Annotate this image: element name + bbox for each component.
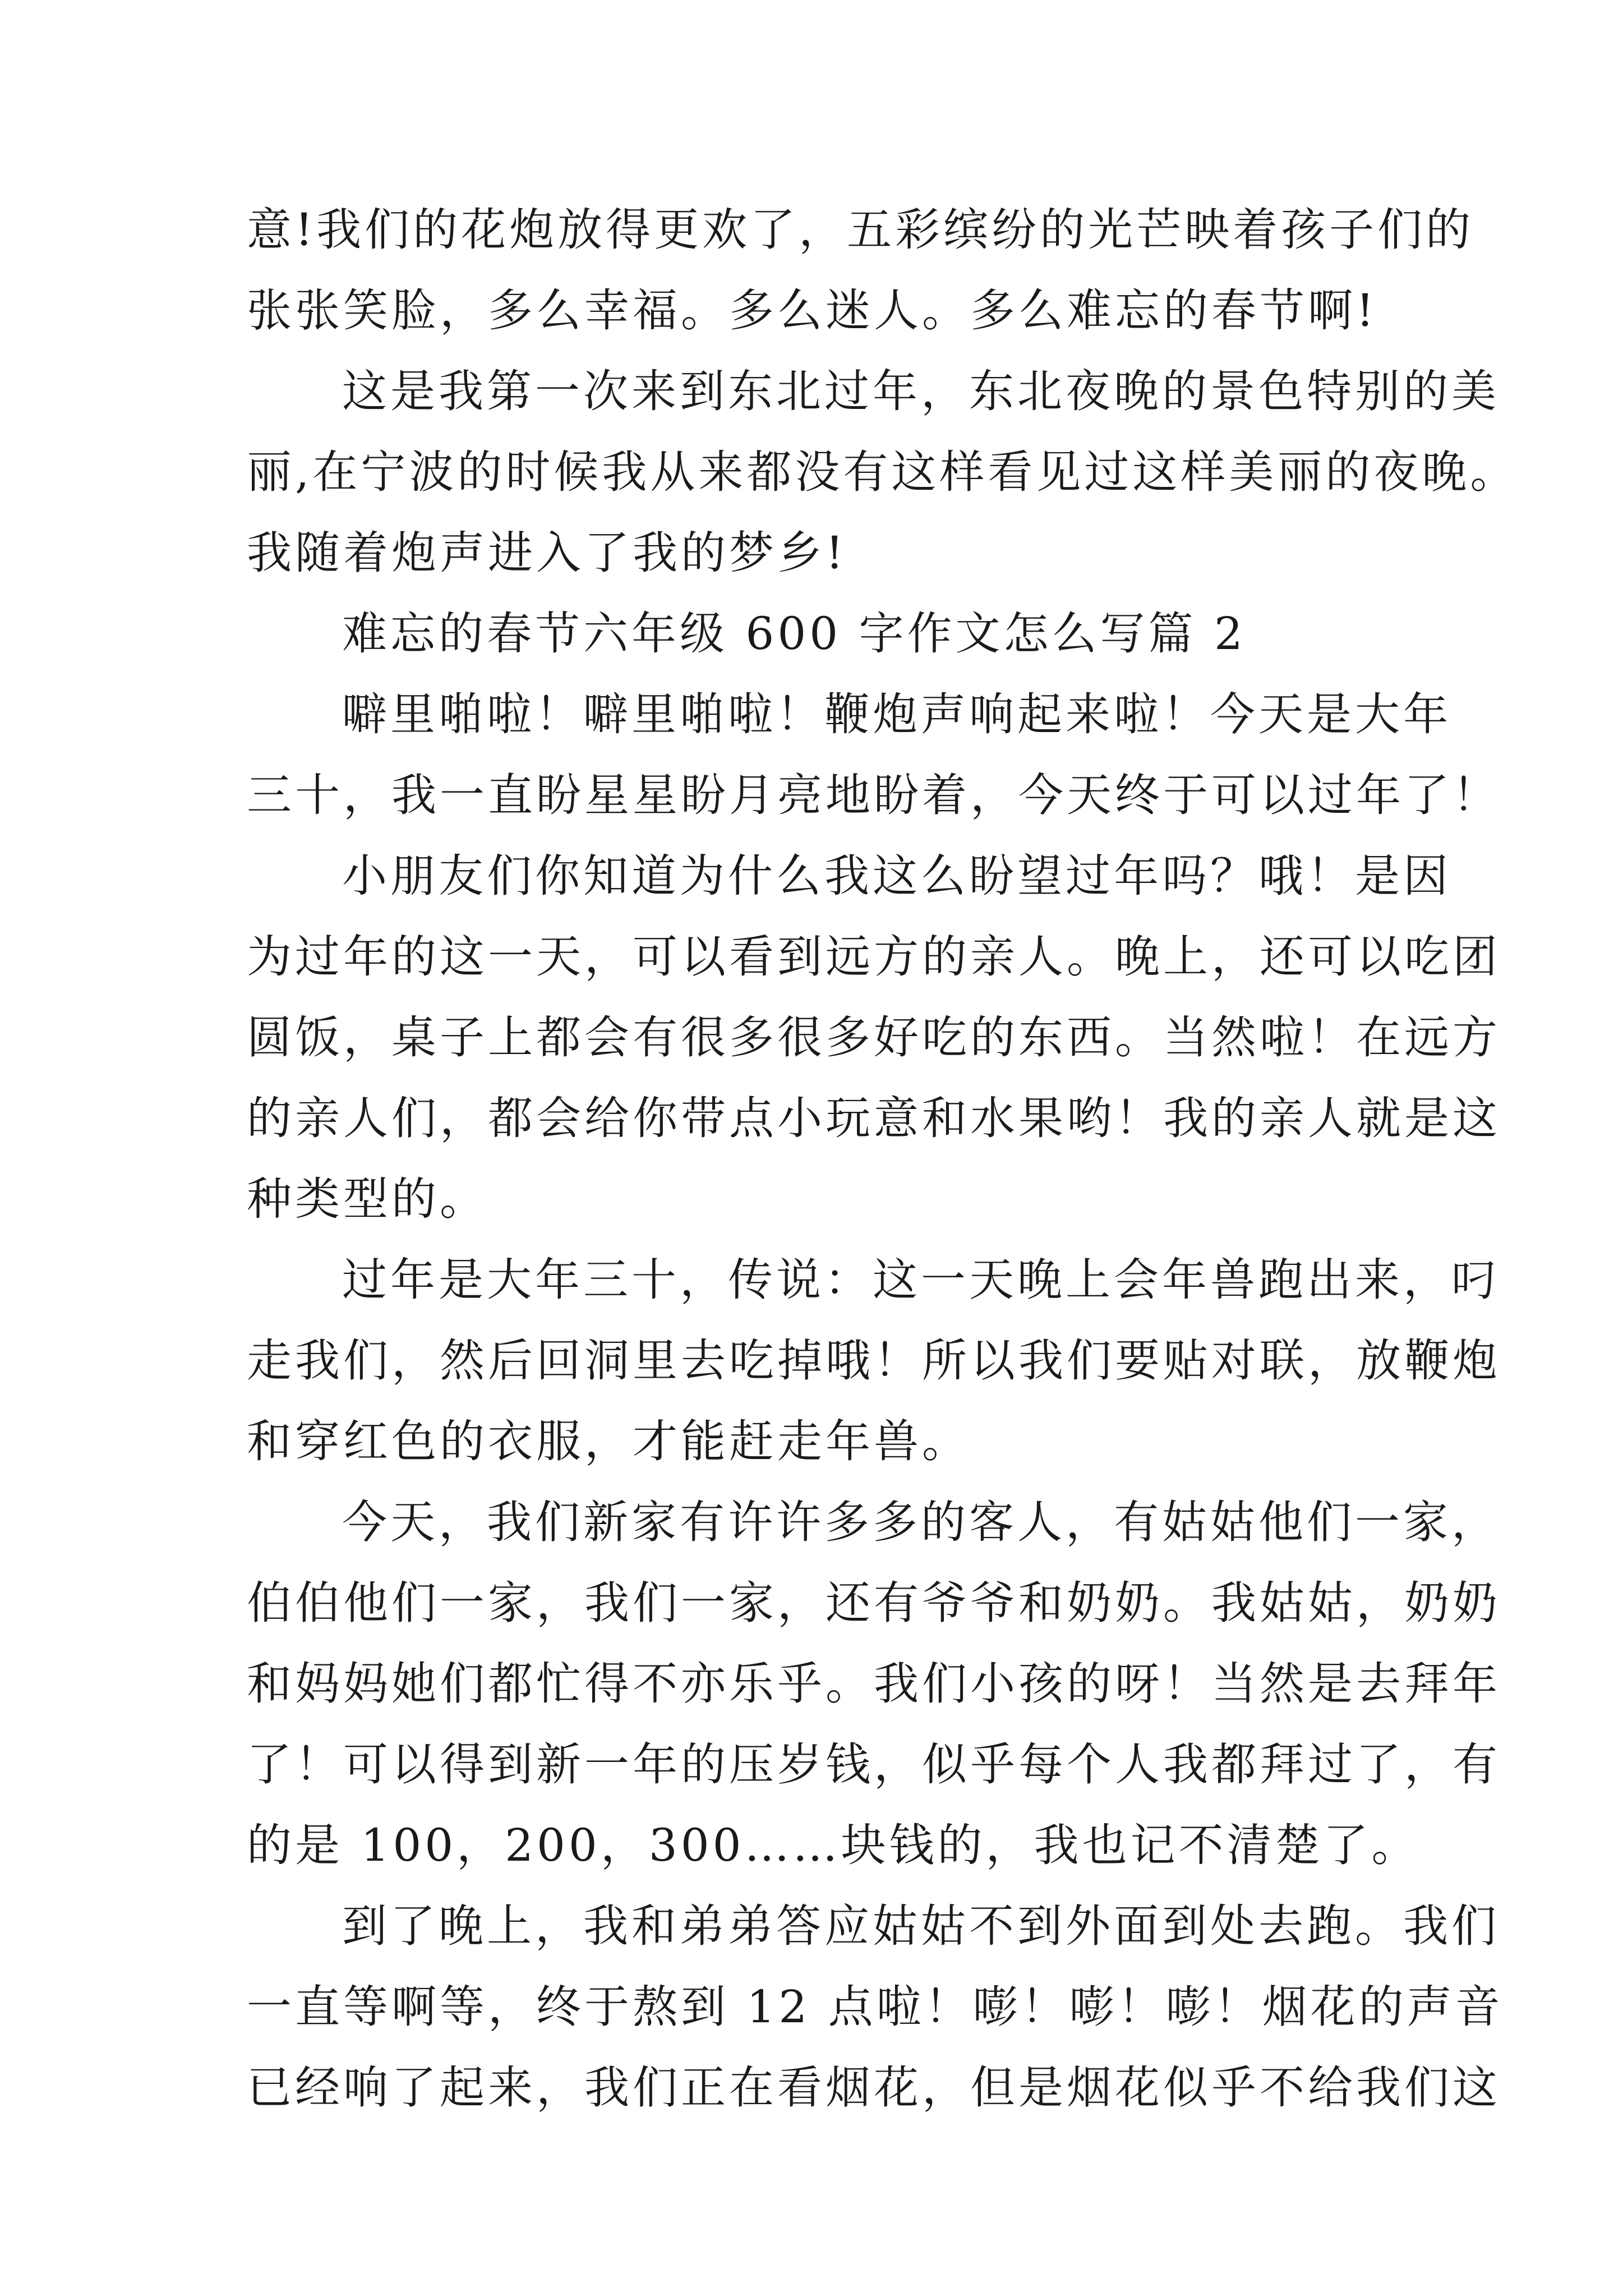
text-line: 到了晚上，我和弟弟答应姑姑不到外面到处去跑。我们 (342, 1900, 1500, 1952)
text-line: 的是 100，200，300……块钱的，我也记不清楚了。 (247, 1819, 1420, 1871)
text-line: 种类型的。 (247, 1173, 488, 1225)
text-line: 走我们，然后回洞里去吃掉哦！所以我们要贴对联，放鞭炮 (247, 1335, 1501, 1387)
text-line: 张张笑脸，多么幸福。多么迷人。多么难忘的春节啊! (247, 284, 1378, 337)
text-line: 过年是大年三十，传说：这一天晚上会年兽跑出来，叼 (342, 1254, 1500, 1306)
text-line: 丽,在宁波的时候我从来都没有这样看见过这样美丽的夜晚。 (247, 446, 1519, 498)
text-line: 了！可以得到新一年的压岁钱，似乎每个人我都拜过了，有 (247, 1738, 1501, 1791)
text-line: 难忘的春节六年级 600 字作文怎么写篇 2 (342, 608, 1246, 660)
text-line: 为过年的这一天，可以看到远方的亲人。晚上，还可以吃团 (247, 931, 1501, 983)
text-line: 和妈妈她们都忙得不亦乐乎。我们小孩的呀！当然是去拜年 (247, 1658, 1501, 1710)
text-line: 小朋友们你知道为什么我这么盼望过年吗？哦！是因 (342, 850, 1451, 902)
text-line: 一直等啊等，终于熬到 12 点啦！嘭！嘭！嘭！烟花的声音 (247, 1981, 1504, 2033)
text-line: 今天，我们新家有许许多多的客人，有姑姑他们一家， (342, 1496, 1500, 1548)
text-line: 和穿红色的衣服，才能赶走年兽。 (247, 1415, 970, 1467)
text-line: 已经响了起来，我们正在看烟花，但是烟花似乎不给我们这 (247, 2062, 1501, 2114)
text-line: 的亲人们，都会给你带点小玩意和水果哟！我的亲人就是这 (247, 1092, 1501, 1144)
text-line: 噼里啪啦！噼里啪啦！鞭炮声响起来啦！今天是大年 (342, 688, 1451, 740)
text-line: 伯伯他们一家，我们一家，还有爷爷和奶奶。我姑姑，奶奶 (247, 1577, 1501, 1629)
document-text (247, 190, 1519, 2128)
text-line: 三十，我一直盼星星盼月亮地盼着，今天终于可以过年了！ (247, 769, 1501, 821)
text-line: 圆饭，桌子上都会有很多很多好吃的东西。当然啦！在远方 (247, 1011, 1501, 1064)
text-line: 意!我们的花炮放得更欢了，五彩缤纷的光芒映着孩子们的 (247, 204, 1474, 256)
text-line: 我随着炮声进入了我的梦乡! (247, 527, 847, 579)
text-line: 这是我第一次来到东北过年，东北夜晚的景色特别的美 (342, 365, 1500, 417)
